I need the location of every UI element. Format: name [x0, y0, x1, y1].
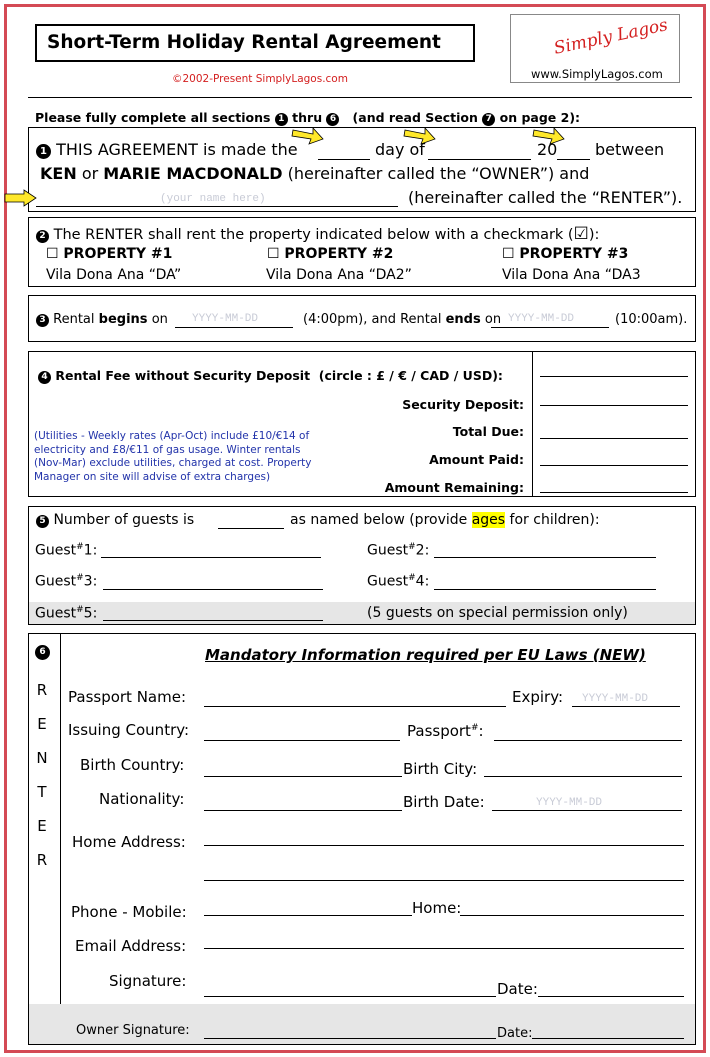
- arrow-icon: [532, 125, 566, 145]
- birth-country-label: Birth Country:: [80, 756, 185, 774]
- renter-text: (hereinafter called the “RENTER”).: [408, 188, 683, 207]
- birth-country-field[interactable]: [204, 776, 402, 777]
- remaining-label: Amount Remaining:: [384, 480, 524, 495]
- header-rule: [28, 97, 692, 98]
- copyright: ©2002-Present SimplyLagos.com: [172, 73, 348, 85]
- guest-4-field[interactable]: [434, 589, 656, 590]
- total-field[interactable]: [540, 438, 688, 439]
- arrow-icon: [291, 125, 325, 145]
- owner-date-label: Date:: [497, 1026, 533, 1041]
- end-date-field[interactable]: [491, 327, 609, 328]
- issuing-country-field[interactable]: [204, 740, 400, 741]
- home-address-field-1[interactable]: [204, 845, 684, 846]
- s6-bullet: [35, 640, 50, 660]
- property-2-checkbox[interactable]: ☐ PROPERTY #2: [267, 246, 394, 262]
- property-1-checkbox[interactable]: ☐ PROPERTY #1: [46, 246, 173, 262]
- home-address-field-2[interactable]: [204, 880, 684, 881]
- eu-mandatory-heading: Mandatory Information required per EU Laws (NEW): [205, 646, 646, 664]
- guest-1-label: Guest#1:: [35, 542, 98, 559]
- renter-name-field[interactable]: [36, 206, 398, 207]
- title-box: [35, 24, 475, 62]
- passport-name-field[interactable]: [204, 706, 506, 707]
- end-date-placeholder: YYYY-MM-DD: [508, 313, 575, 325]
- paid-label: Amount Paid:: [429, 452, 524, 467]
- home-phone-label: Home:: [412, 899, 462, 917]
- month-field[interactable]: [428, 159, 531, 160]
- birth-date-placeholder: YYYY-MM-DD: [536, 797, 603, 809]
- email-label: Email Address:: [75, 937, 187, 955]
- expiry-label: Expiry:: [512, 688, 564, 706]
- page-title: Short-Term Holiday Rental Agreement: [47, 32, 441, 53]
- year-prefix: 20: [537, 140, 558, 159]
- guest-count-post: as named below (provide ages for children):: [290, 512, 600, 528]
- guest-2-field[interactable]: [434, 557, 656, 558]
- guest-3-field[interactable]: [103, 589, 323, 590]
- utilities-note: (Utilities - Weekly rates (Apr-Oct) include £10/€14 of electricity and £8/€11 of gas usage. Winter rentals (Nov-Mar) exclude utilities, charged at cost. Property Manager on site will advise of extra charges): [34, 430, 312, 483]
- day-field[interactable]: [318, 159, 370, 160]
- guest-4-label: Guest#4:: [367, 573, 430, 590]
- logo-box: [510, 14, 680, 83]
- website-link[interactable]: www.SimplyLagos.com: [531, 67, 663, 81]
- fee-label: 4 Rental Fee without Security Deposit (circle : £ / € / CAD / USD):: [38, 368, 503, 384]
- guest-2-label: Guest#2:: [367, 542, 430, 559]
- arrow-icon: [4, 189, 38, 207]
- s1-line2: KEN or MARIE MACDONALD (hereinafter called the “OWNER”) and: [40, 164, 590, 183]
- remaining-field[interactable]: [540, 492, 688, 493]
- s1-line1: 1 THIS AGREEMENT is made the: [36, 140, 298, 159]
- phone-mobile-field[interactable]: [204, 915, 412, 916]
- fee-divider: [532, 351, 533, 497]
- bullet-5-icon: 5: [36, 515, 49, 528]
- property-3-checkbox[interactable]: ☐ PROPERTY #3: [502, 246, 629, 262]
- owner-date-field[interactable]: [532, 1038, 684, 1039]
- renter-column-divider: [60, 633, 61, 1045]
- guest-5-label: Guest#5:: [35, 605, 98, 622]
- bullet-3-icon: 3: [36, 314, 49, 327]
- total-label: Total Due:: [452, 424, 524, 439]
- bullet-2-icon: 2: [36, 230, 49, 243]
- home-phone-field[interactable]: [460, 915, 684, 916]
- guest-5-field[interactable]: [103, 620, 323, 621]
- passport-number-field[interactable]: [494, 740, 682, 741]
- bullet-1-icon: 1: [275, 113, 288, 126]
- phone-mobile-label: Phone - Mobile:: [71, 903, 187, 921]
- s3-text: 3 Rental begins on: [36, 312, 168, 327]
- deposit-field[interactable]: [540, 405, 688, 406]
- expiry-field[interactable]: [572, 706, 680, 707]
- bullet-6-icon: 6: [35, 645, 50, 660]
- bullet-1-icon: 1: [36, 144, 51, 159]
- guest-1-field[interactable]: [101, 557, 321, 558]
- s2-intro: 2 The RENTER shall rent the property indicated below with a checkmark (☑):: [36, 224, 599, 244]
- guest-count-text: 5 Number of guests is: [36, 512, 194, 528]
- owner-signature-field[interactable]: [204, 1038, 496, 1039]
- s3-mid: (4:00pm), and Rental ends on: [303, 312, 502, 327]
- owner-signature-label: Owner Signature:: [76, 1023, 190, 1038]
- signature-date-field[interactable]: [538, 996, 684, 997]
- passport-number-label: Passport#:: [407, 722, 484, 740]
- home-address-label: Home Address:: [72, 833, 186, 851]
- birth-date-label: Birth Date:: [403, 793, 485, 811]
- property-1-desc: Vila Dona Ana “DA”: [46, 267, 182, 283]
- between-label: between: [595, 140, 665, 159]
- simply-lagos-logo: Simply Lagos: [552, 15, 670, 59]
- arrow-icon: [403, 125, 437, 145]
- bullet-7-icon: 7: [482, 113, 495, 126]
- expiry-placeholder: YYYY-MM-DD: [582, 693, 649, 705]
- fee-field[interactable]: [540, 376, 688, 377]
- email-field[interactable]: [204, 948, 684, 949]
- bullet-4-icon: 4: [38, 371, 51, 384]
- begin-date-placeholder: YYYY-MM-DD: [192, 313, 259, 325]
- special-permission-note: (5 guests on special permission only): [367, 605, 628, 621]
- property-3-desc: Vila Dona Ana “DA3: [502, 267, 641, 283]
- end-time: (10:00am).: [615, 312, 688, 327]
- year-field[interactable]: [557, 159, 590, 160]
- nationality-field[interactable]: [204, 810, 402, 811]
- day-of-label: day of: [375, 140, 425, 159]
- guest-3-label: Guest#3:: [35, 573, 98, 590]
- signature-field[interactable]: [204, 996, 496, 997]
- passport-name-label: Passport Name:: [68, 688, 187, 706]
- bullet-6-icon: 6: [326, 113, 339, 126]
- signature-label: Signature:: [109, 972, 187, 990]
- birth-date-field[interactable]: [492, 810, 682, 811]
- birth-city-label: Birth City:: [403, 760, 478, 778]
- name-placeholder: (your name here): [160, 193, 266, 205]
- paid-field[interactable]: [540, 465, 688, 466]
- signature-date-label: Date:: [497, 980, 538, 998]
- deposit-label: Security Deposit:: [402, 397, 524, 412]
- renter-vertical-label: R E N T E R: [36, 681, 48, 869]
- begin-date-field[interactable]: [175, 327, 293, 328]
- instructions: Please fully complete all sections 1 thru 6 (and read Section 7 on page 2):: [35, 110, 581, 125]
- birth-city-field[interactable]: [484, 776, 682, 777]
- nationality-label: Nationality:: [99, 790, 185, 808]
- guest-count-field[interactable]: [218, 528, 284, 529]
- issuing-country-label: Issuing Country:: [68, 721, 190, 739]
- property-2-desc: Vila Dona Ana “DA2”: [266, 267, 412, 283]
